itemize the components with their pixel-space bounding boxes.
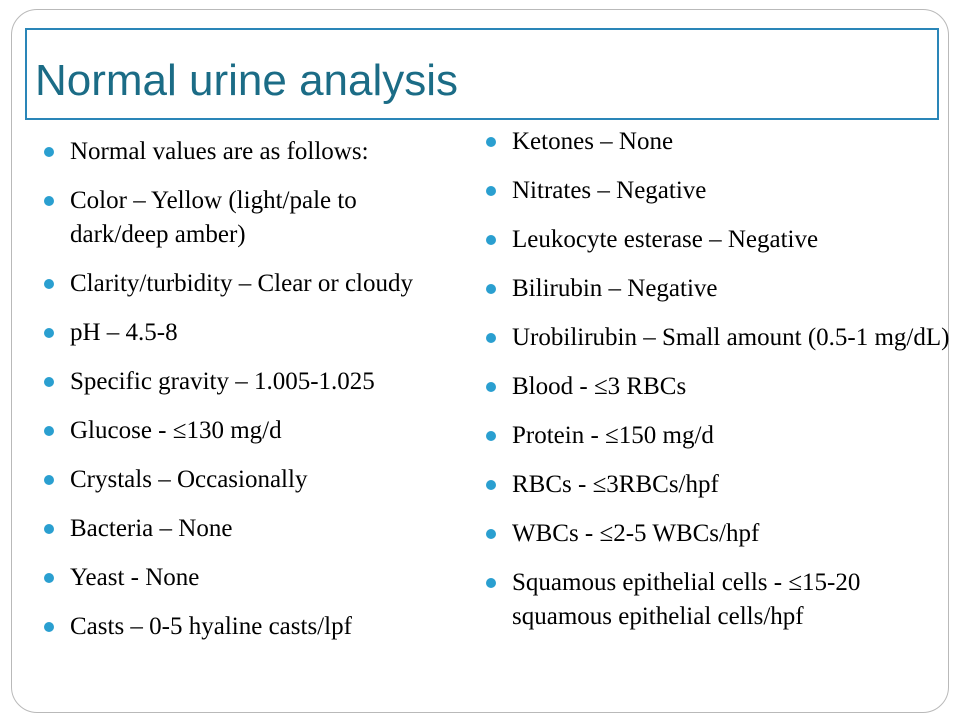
list-item <box>70 414 460 448</box>
bullet-icon <box>44 279 54 289</box>
list-item <box>512 174 952 208</box>
list-item-text: RBCs - ≤3RBCs/hpf <box>512 471 719 498</box>
bullet-icon <box>486 431 496 441</box>
list-item <box>512 272 952 306</box>
list-item <box>512 468 952 502</box>
bullet-icon <box>486 284 496 294</box>
list-item <box>512 419 952 453</box>
list-item-text: Color – Yellow (light/pale to dark/deep amber) <box>70 187 357 248</box>
list-item <box>70 463 460 497</box>
bullet-icon <box>486 480 496 490</box>
left-bullet-list <box>70 135 460 659</box>
list-item-text: Specific gravity – 1.005-1.025 <box>70 368 375 395</box>
list-item <box>70 184 460 252</box>
list-item-text: Normal values are as follows: <box>70 138 369 165</box>
bullet-icon <box>44 426 54 436</box>
bullet-icon <box>44 524 54 534</box>
list-item-text: Bilirubin – Negative <box>512 275 718 302</box>
list-item <box>70 316 460 350</box>
bullet-icon <box>44 328 54 338</box>
list-item-text: Ketones – None <box>512 128 674 155</box>
list-item-text: Bacteria – None <box>70 515 233 542</box>
list-item <box>512 321 952 355</box>
bullet-icon <box>486 137 496 147</box>
bullet-icon <box>44 475 54 485</box>
list-item-text: Squamous epithelial cells - ≤15-20 squamous epithelial cells/hpf <box>512 569 861 630</box>
list-item-text: Blood - ≤3 RBCs <box>512 373 687 400</box>
list-item <box>70 610 460 644</box>
list-item-text: Protein - ≤150 mg/d <box>512 422 714 449</box>
list-item <box>512 370 952 404</box>
bullet-icon <box>486 235 496 245</box>
bullet-icon <box>44 196 54 206</box>
list-item-text: Leukocyte esterase – Negative <box>512 226 819 253</box>
list-item <box>512 566 952 634</box>
list-item <box>70 365 460 399</box>
bullet-icon <box>44 147 54 157</box>
bullet-icon <box>44 573 54 583</box>
list-item-text: Yeast - None <box>70 564 200 591</box>
list-item <box>70 135 460 169</box>
bullet-icon <box>486 333 496 343</box>
list-item-text: Glucose - ≤130 mg/d <box>70 417 282 444</box>
list-item <box>70 512 460 546</box>
right-bullet-list <box>512 125 952 649</box>
bullet-icon <box>486 186 496 196</box>
list-item-text: Clarity/turbidity – Clear or cloudy <box>70 270 413 297</box>
list-item <box>512 517 952 551</box>
bullet-icon <box>44 377 54 387</box>
bullet-icon <box>486 382 496 392</box>
list-item-text: Urobilirubin – Small amount (0.5-1 mg/dL) <box>512 324 950 351</box>
bullet-icon <box>486 578 496 588</box>
slide-title: Normal urine analysis <box>35 56 459 105</box>
list-item-text: Casts – 0-5 hyaline casts/lpf <box>70 613 352 640</box>
bullet-icon <box>44 622 54 632</box>
list-item-text: Nitrates – Negative <box>512 177 707 204</box>
list-item-text: pH – 4.5-8 <box>70 319 178 346</box>
list-item <box>70 561 460 595</box>
list-item <box>512 223 952 257</box>
list-item-text: WBCs - ≤2-5 WBCs/hpf <box>512 520 760 547</box>
list-item <box>70 267 460 301</box>
list-item-text: Crystals – Occasionally <box>70 466 308 493</box>
list-item <box>512 125 952 159</box>
bullet-icon <box>486 529 496 539</box>
